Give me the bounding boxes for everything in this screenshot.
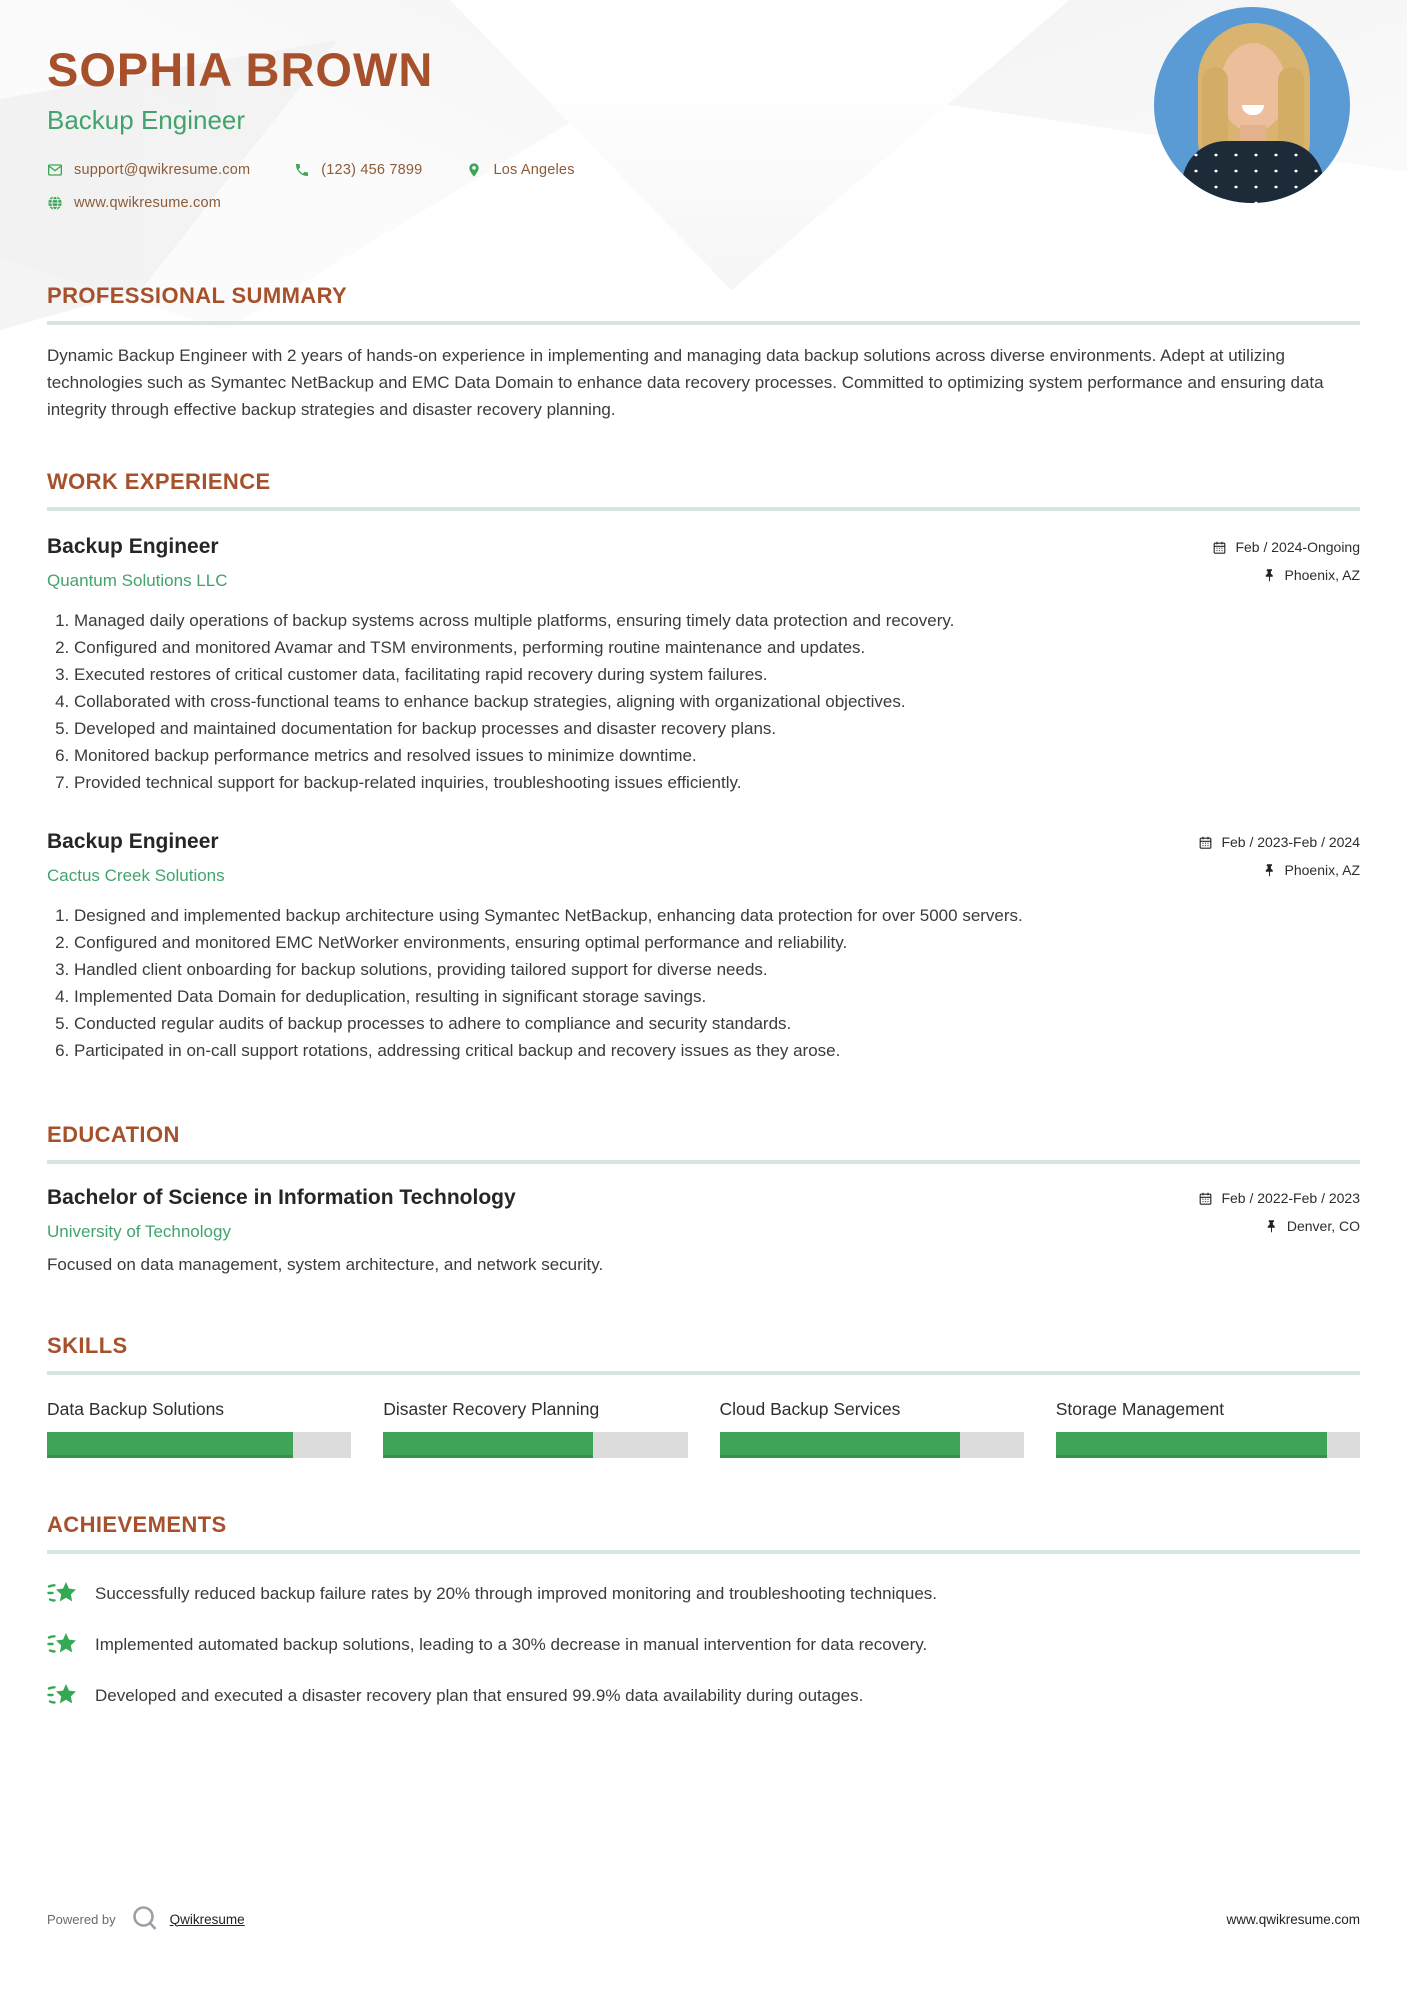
contact-location[interactable] [466,162,574,178]
skill-item [720,1399,1024,1458]
skill-progress-track [720,1432,1024,1458]
skill-progress-fill [383,1432,593,1458]
job-bullet: 3. Executed restores of critical customer data, facilitating rapid recovery during system failures. [74,661,1360,688]
section-professional-summary [47,283,1360,423]
education-heading: EDUCATION [47,1122,180,1147]
job-bullet: 1. Designed and implemented backup architecture using Symantec NetBackup, enhancing data protection for over 5000 servers. [74,902,1360,929]
job-location-value: Phoenix, AZ [1284,862,1360,878]
summary-text: Dynamic Backup Engineer with 2 years of hands-on experience in implementing and managing data backup solutions across diverse environments. Adept at utilizing technologies such as Symantec NetBackup and EMC Data Domain to enhance data recovery processes. Committed to optimizing system performance and ensuring data integrity through effective backup strategies and disaster recovery planning. [47,346,1324,419]
avatar-face [1220,43,1286,131]
education-school: University of Technology [47,1222,231,1241]
achievement-item [47,1631,1360,1659]
achievements-list [47,1580,1360,1710]
contact-website-value: www.qwikresume.com [74,195,222,211]
contact-location-value: Los Angeles [493,162,575,178]
job-bullet: 4. Collaborated with cross-functional teams to enhance backup strategies, aligning with organizational objectives. [74,688,1360,715]
skill-progress-fill [720,1432,960,1458]
education-location [1264,1218,1360,1234]
skill-label: Disaster Recovery Planning [383,1399,600,1419]
phone-icon [294,162,310,178]
contact-phone[interactable] [294,162,422,178]
job-location [1262,862,1361,878]
skill-item [47,1399,351,1458]
section-divider [47,507,1360,511]
section-divider [47,1371,1360,1375]
skills-heading: SKILLS [47,1333,128,1358]
avatar-torso [1182,141,1324,203]
section-divider [47,321,1360,325]
education-description: Focused on data management, system architecture, and network security. [47,1255,604,1274]
skill-label: Storage Management [1055,1399,1225,1419]
skills-grid [47,1399,1360,1458]
job-bullet-list [47,902,1360,1064]
job-company: Cactus Creek Solutions [47,866,225,885]
candidate-name: SOPHIA BROWN [47,43,434,96]
job-title: Backup Engineer [47,535,219,558]
achievement-text: Implemented automated backup solutions, leading to a 30% decrease in manual intervention for data recovery. [95,1635,928,1654]
job-bullet: 2. Configured and monitored EMC NetWorker environments, ensuring optimal performance and reliability. [74,929,1360,956]
section-divider [47,1160,1360,1164]
job-bullet: 6. Participated in on-call support rotations, addressing critical backup and recovery issues as they arose. [74,1037,1360,1064]
profile-photo [1154,7,1350,203]
pushpin-icon [1262,863,1277,878]
section-divider [47,1550,1360,1554]
experience-heading: WORK EXPERIENCE [47,469,271,494]
job-bullet: 7. Provided technical support for backup-related inquiries, troubleshooting issues efficiently. [74,769,1360,796]
job-bullet: 5. Conducted regular audits of backup processes to adhere to compliance and security standards. [74,1010,1360,1037]
skill-item [383,1399,687,1458]
shooting-star-icon [47,1682,77,1710]
calendar-icon [1198,1191,1213,1206]
pushpin-icon [1264,1219,1279,1234]
envelope-icon [47,162,63,178]
job-company: Quantum Solutions LLC [47,571,228,590]
footer-website-link[interactable]: www.qwikresume.com [1226,1911,1360,1927]
job-bullet: 1. Managed daily operations of backup systems across multiple platforms, ensuring timely data protection and recovery. [74,607,1360,634]
section-work-experience [47,469,1360,1064]
q-logo-icon [130,1904,160,1934]
skill-progress-track [383,1432,687,1458]
candidate-job-title: Backup Engineer [47,105,246,135]
skill-progress-track [47,1432,351,1458]
skill-progress-fill [47,1432,293,1458]
skill-label: Cloud Backup Services [719,1399,901,1419]
pushpin-icon [1262,568,1277,583]
globe-icon [47,195,63,211]
job-dates-value: Feb / 2023-Feb / 2024 [1221,834,1360,850]
calendar-icon [1198,835,1213,850]
contact-email[interactable] [47,162,250,178]
achievement-item [47,1580,1360,1608]
achievements-heading: ACHIEVEMENTS [47,1512,227,1537]
shooting-star-icon [47,1580,77,1608]
skill-progress-track [1056,1432,1360,1458]
job-bullet: 4. Implemented Data Domain for deduplication, resulting in significant storage savings. [74,983,1360,1010]
education-dates-value: Feb / 2022-Feb / 2023 [1221,1190,1360,1206]
job-location [1262,567,1361,583]
section-education [47,1122,1360,1275]
summary-heading: PROFESSIONAL SUMMARY [47,283,348,308]
calendar-icon [1212,540,1227,555]
resume-header [47,0,1360,211]
job-bullet-list [47,607,1360,796]
skill-label: Data Backup Solutions [47,1399,225,1419]
job-dates [1198,834,1360,850]
shooting-star-icon [47,1631,77,1659]
job-bullet: 6. Monitored backup performance metrics and resolved issues to minimize downtime. [74,742,1360,769]
education-dates [1198,1190,1360,1206]
education-degree: Bachelor of Science in Information Technology [47,1186,516,1209]
contact-website[interactable] [47,195,221,211]
achievement-text: Successfully reduced backup failure rates by 20% through improved monitoring and troubleshooting techniques. [95,1584,937,1603]
qwikresume-link[interactable]: Qwikresume [169,1911,245,1927]
section-achievements [47,1512,1360,1733]
job-bullet: 5. Developed and maintained documentation for backup processes and disaster recovery plans. [74,715,1360,742]
map-pin-icon [466,162,482,178]
skill-item [1056,1399,1360,1458]
achievement-item [47,1682,1360,1710]
page-footer [47,1904,1360,1990]
contact-phone-value: (123) 456 7899 [321,162,423,178]
contact-row-secondary [47,195,1360,211]
job-title: Backup Engineer [47,830,219,853]
powered-by-label: Powered by [47,1911,116,1927]
job-entry-1 [47,535,1360,796]
section-skills [47,1333,1360,1458]
job-bullet: 3. Handled client onboarding for backup solutions, providing tailored support for diverse needs. [74,956,1360,983]
skill-progress-fill [1056,1432,1327,1458]
education-entry [47,1186,1360,1275]
job-dates [1212,539,1360,555]
contact-email-value: support@qwikresume.com [74,162,251,178]
job-bullet: 2. Configured and monitored Avamar and TSM environments, performing routine maintenance and updates. [74,634,1360,661]
contact-row-primary [47,162,1360,178]
achievement-text: Developed and executed a disaster recovery plan that ensured 99.9% data availability during outages. [95,1686,864,1705]
education-location-value: Denver, CO [1286,1218,1360,1234]
job-dates-value: Feb / 2024-Ongoing [1235,539,1360,555]
job-entry-2 [47,830,1360,1064]
job-location-value: Phoenix, AZ [1284,567,1360,583]
